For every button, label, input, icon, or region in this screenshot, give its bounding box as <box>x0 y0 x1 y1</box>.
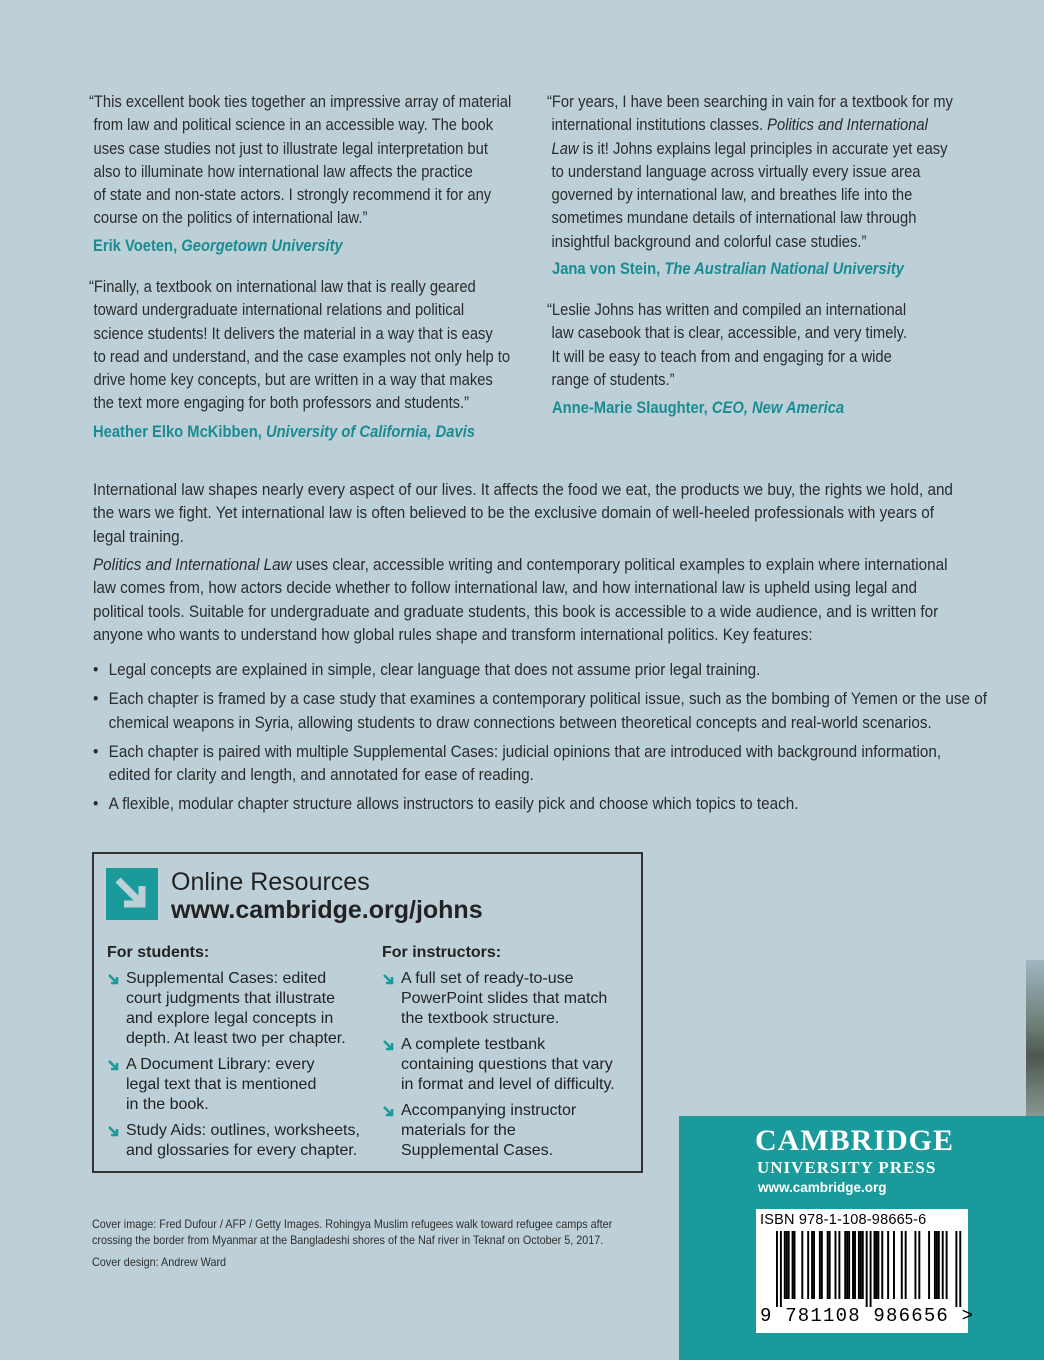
quote-line: science students! It delivers the material in a way that is easy <box>93 324 493 343</box>
book-title: Politics and International Law <box>93 555 292 574</box>
arrow-down-right-icon <box>107 973 120 986</box>
barcode-bar <box>852 1231 854 1299</box>
review-attribution-1 <box>93 237 343 256</box>
resource-text: in the book. <box>126 1096 209 1113</box>
arrow-down-right-icon <box>106 868 158 920</box>
barcode-bar <box>887 1231 889 1299</box>
students-column <box>107 944 360 1167</box>
barcode-bar <box>942 1231 944 1299</box>
publisher-panel <box>679 1116 1044 1360</box>
resource-text: A Document Library: every <box>126 1056 315 1073</box>
barcode-bar <box>874 1231 876 1299</box>
barcode-digits: 9 781108 986656 > <box>760 1305 975 1327</box>
barcode-bar <box>811 1231 813 1299</box>
quote-text: international institutions classes. <box>551 116 768 135</box>
description-line: the wars we fight. Yet international law is often believed to be the exclusive domain of well-heeled professionals with years of <box>93 503 934 523</box>
resource-text: court judgments that illustrate <box>126 990 335 1007</box>
cover-design-credit: Cover design: Andrew Ward <box>92 1255 227 1269</box>
quote-line <box>547 138 953 161</box>
reviewer-affiliation: Georgetown University <box>181 237 343 255</box>
reviewer-name: Heather Elko McKibben, <box>93 423 262 441</box>
barcode-bar <box>858 1231 860 1299</box>
barcode-bar <box>776 1231 778 1307</box>
arrow-down-right-icon <box>382 1039 395 1052</box>
barcode-bar <box>905 1231 907 1299</box>
description-line: International law shapes nearly every aspect of our lives. It affects the food we eat, the products we buy, the rights we hold, and <box>93 480 953 499</box>
description-line: law comes from, how actors decide whether to follow international law, and how international law is upheld using legal and <box>93 578 918 598</box>
list-item-text: edited for clarity and length, and annotated for ease of reading. <box>108 765 534 785</box>
quote-line: governed by international law, and breathes life into the <box>551 186 913 205</box>
key-features-list <box>93 658 987 822</box>
barcode-bar <box>866 1231 868 1307</box>
quote-line: “Finally, a textbook on international law that is really geared <box>89 278 476 296</box>
barcode-bar <box>938 1231 940 1299</box>
list-item <box>93 792 987 815</box>
description-para-2 <box>93 553 948 646</box>
reviewer-affiliation: University of California, Davis <box>265 423 476 441</box>
review-quote-3 <box>547 91 953 254</box>
resource-text: legal text that is mentioned <box>126 1076 317 1093</box>
barcode-bar <box>928 1231 930 1299</box>
barcode-bar <box>846 1231 848 1299</box>
resource-text: materials for the <box>401 1122 516 1139</box>
barcode-bar <box>835 1231 837 1299</box>
resource-text: Accompanying instructor <box>401 1102 577 1119</box>
barcode-bar <box>870 1231 872 1307</box>
barcode-bar <box>807 1231 809 1299</box>
list-item <box>107 1121 360 1161</box>
description-text: uses clear, accessible writing and contemporary political examples to explain where international <box>291 555 948 574</box>
quote-line <box>547 114 953 137</box>
barcode-bar <box>881 1231 883 1299</box>
students-heading: For students: <box>107 944 210 961</box>
quote-line: “Leslie Johns has written and compiled an international <box>547 301 907 319</box>
barcode-bar <box>860 1231 862 1299</box>
barcode-bar <box>918 1231 920 1299</box>
list-item <box>382 1101 615 1161</box>
list-item-text: Legal concepts are explained in simple, clear language that does not assume prior legal training. <box>108 660 761 679</box>
barcode-bar <box>848 1231 850 1299</box>
review-attribution-4 <box>552 399 844 418</box>
quote-line: uses case studies not just to illustrate legal interpretation but <box>93 139 488 158</box>
review-quote-1 <box>89 91 511 231</box>
quote-line: from law and political science in an accessible way. The book <box>93 116 494 135</box>
instructors-column <box>382 944 615 1167</box>
resource-text: A complete testbank <box>401 1036 546 1053</box>
bullet-glyph: • <box>93 794 99 814</box>
barcode-bar <box>893 1231 895 1299</box>
barcode-graphic <box>762 1231 962 1307</box>
book-title: Politics and International <box>767 116 928 135</box>
description-line <box>93 553 948 576</box>
publisher-name: CAMBRIDGE <box>755 1124 955 1157</box>
reviewer-affiliation: CEO, New America <box>711 399 845 417</box>
barcode-bar <box>794 1231 796 1299</box>
quote-line: to read and understand, and the case examples not only help to <box>93 347 511 366</box>
quote-line: “For years, I have been searching in vain for a textbook for my <box>547 93 953 111</box>
credit-line: Cover image: Fred Dufour / AFP / Getty Images. Rohingya Muslim refugees walk toward refugee camps after <box>92 1217 613 1231</box>
isbn-label: ISBN 978-1-108-98665-6 <box>760 1212 927 1228</box>
arrow-down-right-icon <box>107 1059 120 1072</box>
online-resources-title: Online Resources <box>171 868 370 896</box>
quote-line: toward undergraduate international relations and political <box>93 301 465 320</box>
quote-line: It will be easy to teach from and engaging for a wide <box>551 347 892 366</box>
reviewer-name: Jana von Stein, <box>552 260 661 278</box>
quote-line: range of students.” <box>551 370 675 389</box>
quote-line: of state and non-state actors. I strongly recommend it for any <box>93 186 492 205</box>
reviewer-name: Erik Voeten, <box>93 237 178 255</box>
reviewer-affiliation: The Australian National University <box>664 260 904 278</box>
list-item <box>107 1055 360 1115</box>
barcode-bar <box>801 1231 803 1299</box>
description-line: anyone who wants to understand how global rules shape and transform international politics. Key features: <box>93 624 813 644</box>
barcode-bar <box>914 1231 916 1299</box>
list-item-text: chemical weapons in Syria, allowing students to draw connections between theoretical concepts and real-world scenarios. <box>108 712 932 732</box>
quote-line: insightful background and colorful case studies.” <box>551 232 867 251</box>
barcode-bar <box>792 1231 794 1299</box>
arrow-down-right-icon <box>382 973 395 986</box>
list-item-text: Each chapter is framed by a case study that examines a contemporary political issue, such as the bombing of Yemen or the use of <box>108 689 987 709</box>
barcode-bar <box>821 1231 823 1299</box>
review-attribution-2 <box>93 423 475 442</box>
barcode-box <box>756 1209 975 1333</box>
review-attribution-3 <box>552 260 904 279</box>
barcode-bar <box>877 1231 879 1299</box>
description-line: political tools. Suitable for undergraduate and graduate students, this book is accessible to a wide audience, and is written for <box>93 601 939 621</box>
list-item <box>93 687 987 734</box>
barcode-bar <box>901 1231 903 1299</box>
barcode-bar <box>819 1231 821 1299</box>
quote-line: course on the politics of international law.” <box>93 209 368 228</box>
list-item <box>93 658 987 681</box>
barcode-bar <box>784 1231 786 1299</box>
online-resources-url[interactable]: www.cambridge.org/johns <box>171 896 483 924</box>
list-item <box>382 969 615 1029</box>
instructors-heading: For instructors: <box>382 944 502 961</box>
resource-text: Supplemental Cases: edited <box>126 970 327 987</box>
barcode-bar <box>955 1231 957 1307</box>
quote-line: law casebook that is clear, accessible, and very timely. <box>551 324 908 343</box>
quote-text: is it! Johns explains legal principles in accurate yet easy <box>578 139 948 158</box>
quote-line: the text more engaging for both professors and students.” <box>93 394 470 413</box>
review-quote-2 <box>89 276 510 416</box>
barcode-bar <box>875 1231 877 1299</box>
resource-text: in format and level of difficulty. <box>401 1076 615 1093</box>
resource-text: the textbook structure. <box>401 1010 560 1027</box>
resource-text: Study Aids: outlines, worksheets, <box>126 1122 360 1139</box>
quote-line: also to illuminate how international law affects the practice <box>93 162 473 181</box>
resource-text: and explore legal concepts in <box>126 1010 334 1027</box>
credit-line: crossing the border from Myanmar at the Bangladeshi shores of the Naf river in Teknaf on October 5, 2017. <box>92 1233 604 1247</box>
list-item <box>382 1035 615 1095</box>
bullet-glyph: • <box>93 689 99 709</box>
barcode-bar <box>813 1231 815 1299</box>
cover-credits <box>92 1216 612 1270</box>
book-title: Law <box>551 139 579 158</box>
description-line: legal training. <box>93 526 184 546</box>
publisher-url[interactable]: www.cambridge.org <box>758 1180 887 1195</box>
quote-line: “This excellent book ties together an impressive array of material <box>89 93 512 111</box>
barcode-bar <box>946 1231 948 1299</box>
resource-text: and glossaries for every chapter. <box>126 1142 358 1159</box>
arrow-down-right-icon <box>107 1125 120 1138</box>
bullet-glyph: • <box>93 741 99 761</box>
cover-photo-edge <box>1026 960 1044 1120</box>
resource-text: containing questions that vary <box>401 1056 613 1073</box>
barcode-bar <box>844 1231 846 1299</box>
list-item-text: Each chapter is paired with multiple Supplemental Cases: judicial opinions that are introduced with background information, <box>108 741 942 761</box>
online-resources-box <box>92 852 643 1173</box>
resource-text: PowerPoint slides that match <box>401 990 608 1007</box>
resource-text: A full set of ready-to-use <box>401 970 574 987</box>
barcode-bar <box>838 1231 840 1299</box>
review-quote-4 <box>547 299 907 392</box>
resource-text: Supplemental Cases. <box>401 1142 554 1159</box>
barcode-bar <box>936 1231 938 1299</box>
barcode-bar <box>862 1231 864 1299</box>
barcode-bar <box>827 1231 829 1299</box>
quote-line: to understand language across virtually every issue area <box>551 162 921 181</box>
arrow-down-right-icon <box>382 1105 395 1118</box>
barcode-bar <box>829 1231 831 1299</box>
barcode-bar <box>786 1231 788 1299</box>
publisher-press: UNIVERSITY PRESS <box>757 1158 937 1177</box>
barcode-bar <box>854 1231 856 1299</box>
quote-line: sometimes mundane details of international law through <box>551 209 917 228</box>
list-item <box>107 969 360 1049</box>
bullet-glyph: • <box>93 660 99 679</box>
resource-text: depth. At least two per chapter. <box>126 1030 346 1047</box>
description-para-1 <box>93 478 953 548</box>
list-item <box>93 740 987 787</box>
reviewer-name: Anne-Marie Slaughter, <box>552 399 708 417</box>
quote-line: drive home key concepts, but are written in a way that makes <box>93 371 493 390</box>
barcode-bar <box>934 1231 936 1299</box>
list-item-text: A flexible, modular chapter structure allows instructors to easily pick and choose which topics to teach. <box>108 794 799 814</box>
barcode-bar <box>959 1231 961 1307</box>
barcode-bar <box>780 1231 782 1307</box>
barcode-bar <box>788 1231 790 1299</box>
